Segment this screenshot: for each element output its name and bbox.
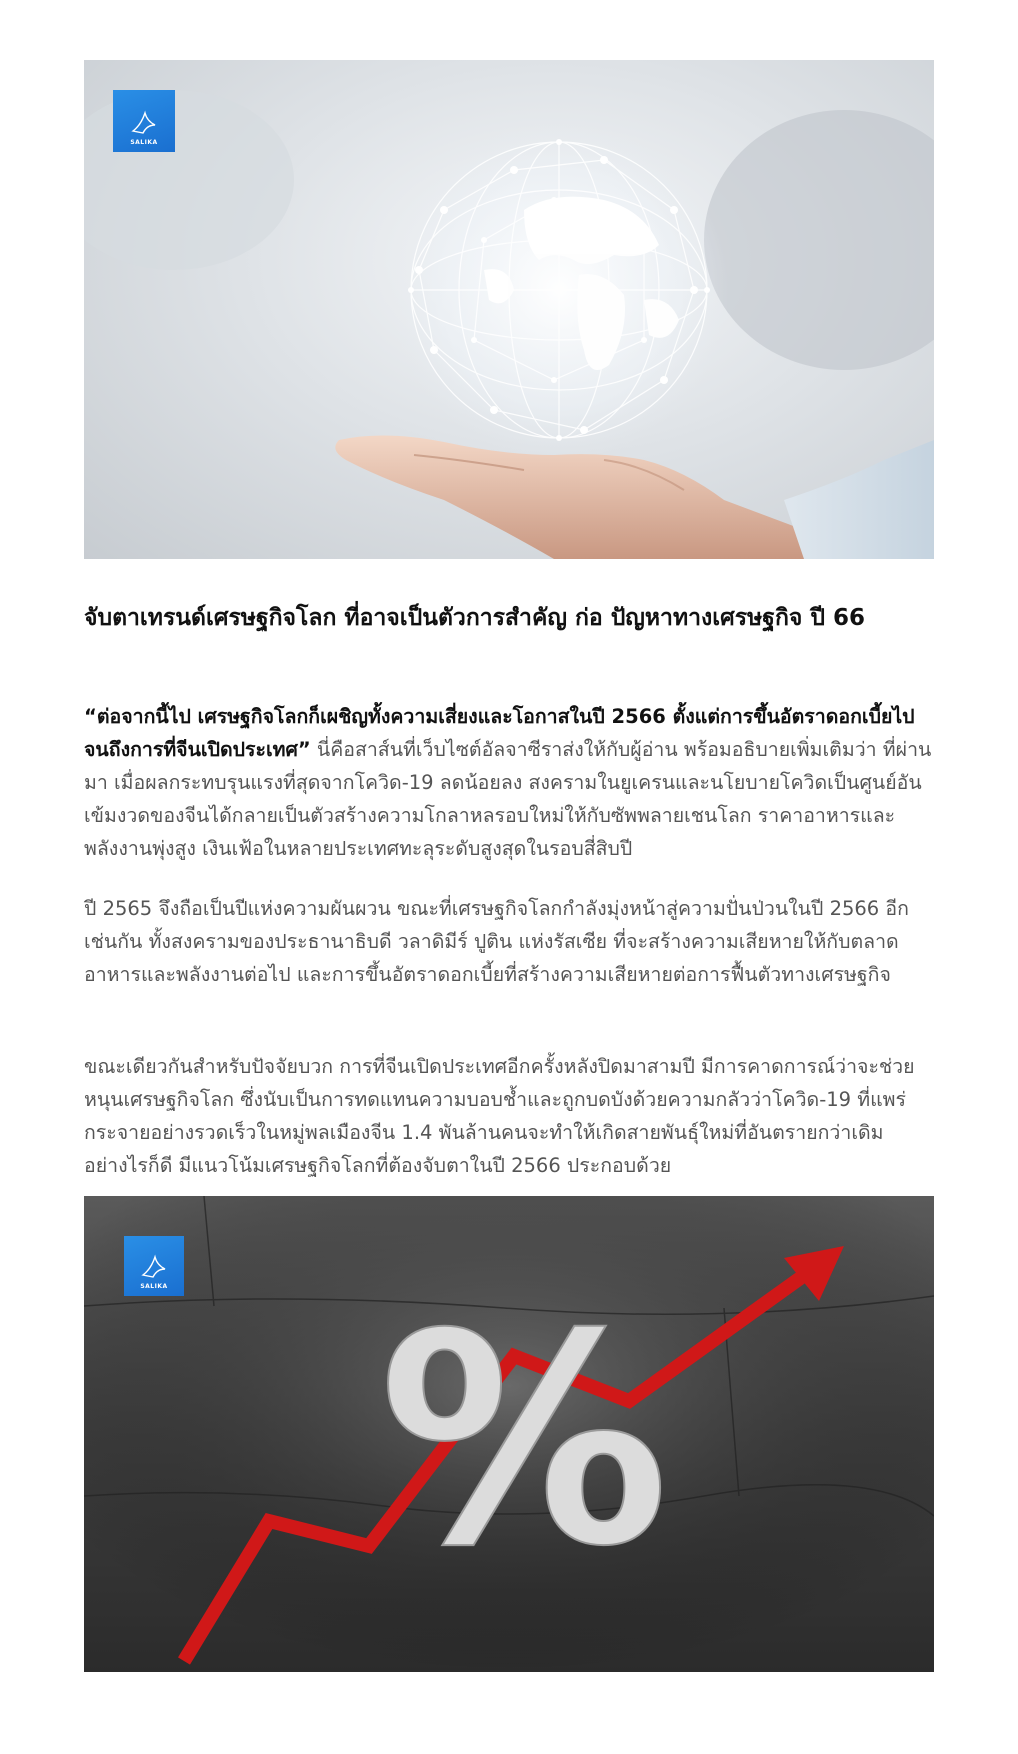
hero-image bbox=[84, 60, 934, 559]
bird-icon bbox=[129, 107, 159, 137]
globe-hand-illustration bbox=[84, 60, 934, 559]
paragraph-1-quote: “ต่อจากนี้ไป เศรษฐกิจโลกก็เผชิญทั้งความเสี่ยงและโอกาสในปี 2566 ตั้งแต่การขึ้นอัตราดอกเบี้ยไปจนถึงการที่จีนเปิดประเทศ” bbox=[84, 705, 915, 761]
paragraph-1-body: นี่คือสาส์นที่เว็บไซต์อัลจาซีราส่งให้กับผู้อ่าน พร้อมอธิบายเพิ่มเติมว่า ที่ผ่านมา เมื่อผลกระทบรุนแรงที่สุดจากโควิด-19 ลดน้อยลง สงครามในยูเครนและนโยบายโควิดเป็นศูนย์อันเข้มงวดของจีนได้กลายเป็นตัวสร้างความโกลาหลรอบใหม่ให้กับซัพพลายเชนโลก ราคาอาหารและพลังงานพุ่งสูง เงินเฟ้อในหลายประเทศทะลุระดับสูงสุดในรอบสี่สิบปี bbox=[84, 738, 932, 860]
salika-logo bbox=[113, 90, 175, 152]
paragraph-2: ปี 2565 จึงถือเป็นปีแห่งความผันผวน ขณะที่เศรษฐกิจโลกกำลังมุ่งหน้าสู่ความปั่นป่วนในปี 2566 อีกเช่นกัน ทั้งสงครามของประธานาธิบดี วลาดิมีร์ ปูติน แห่งรัสเซีย ที่จะสร้างความเสียหายให้กับตลาดอาหารและพลังงานต่อไป และการขึ้นอัตราดอกเบี้ยที่สร้างความเสียหายต่อการฟื้นตัวทางเศรษฐกิจ bbox=[84, 897, 909, 986]
article-title: จับตาเทรนด์เศรษฐกิจโลก ที่อาจเป็นตัวการสำคัญ ก่อ ปัญหาทางเศรษฐกิจ ปี 66 bbox=[84, 605, 865, 631]
paragraph-1 bbox=[84, 700, 938, 865]
paragraph-3: ขณะเดียวกันสำหรับปัจจัยบวก การที่จีนเปิดประเทศอีกครั้งหลังปิดมาสามปี มีการคาดการณ์ว่าจะช่วยหนุนเศรษฐกิจโลก ซึ่งนับเป็นการทดแทนความบอบช้ำและถูกบดบังด้วยความกลัวว่าโควิด-19 ที่แพร่กระจายอย่างรวดเร็วในหมู่พลเมืองจีน 1.4 พันล้านคนจะทำให้เกิดสายพันธุ์ใหม่ที่อันตรายกว่าเดิม อย่างไรก็ดี มีแนวโน้มเศรษฐกิจโลกที่ต้องจับตาในปี 2566 ประกอบด้วย bbox=[84, 1055, 915, 1177]
logo-text: SALIKA bbox=[140, 1283, 168, 1290]
interest-rate-image bbox=[84, 1196, 934, 1672]
salika-logo-2 bbox=[124, 1236, 184, 1296]
bird-icon bbox=[139, 1251, 169, 1281]
logo-text: SALIKA bbox=[130, 139, 158, 146]
percent-symbol: % bbox=[378, 1273, 670, 1610]
percent-arrow-illustration bbox=[84, 1196, 934, 1672]
